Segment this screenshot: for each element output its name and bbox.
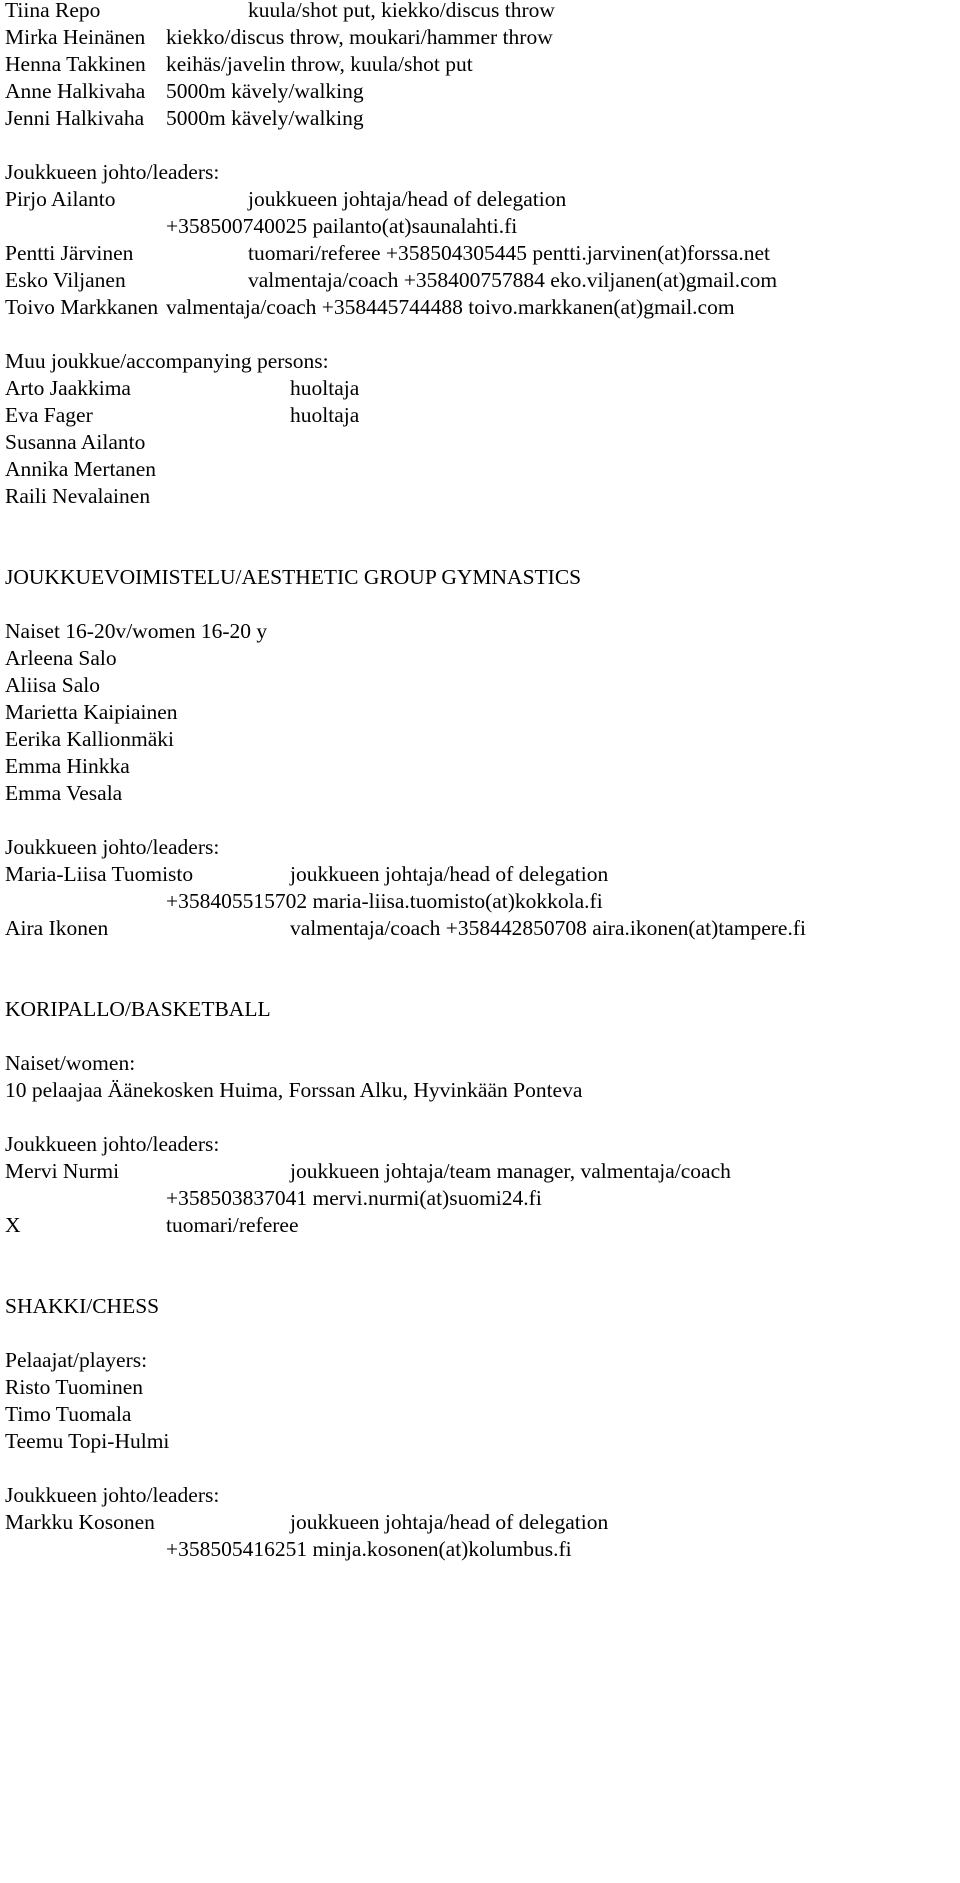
leaders-heading: Joukkueen johto/leaders:: [5, 1132, 220, 1156]
player-name: Timo Tuomala: [5, 1402, 132, 1426]
accompanying-name: Susanna Ailanto: [5, 430, 146, 454]
category-label: Naiset/women:: [5, 1051, 136, 1075]
accompanying-role: huoltaja: [290, 403, 360, 427]
section-heading-basketball: KORIPALLO/BASKETBALL: [5, 997, 271, 1021]
athlete-events: kiekko/discus throw, moukari/hammer throw: [166, 25, 553, 49]
leader-role: joukkueen johtaja/head of delegation: [248, 187, 567, 211]
accompanying-heading: Muu joukkue/accompanying persons:: [5, 349, 329, 373]
athlete-name: Mirka Heinänen: [5, 25, 146, 49]
players-heading: Pelaajat/players:: [5, 1348, 148, 1372]
leaders-heading: Joukkueen johto/leaders:: [5, 160, 220, 184]
leader-contact: +358405515702 maria-liisa.tuomisto(at)kokkola.fi: [166, 889, 603, 913]
leader-contact: +358505416251 minja.kosonen(at)kolumbus.fi: [166, 1537, 572, 1561]
athlete-events: 5000m kävely/walking: [166, 106, 364, 130]
accompanying-name: Eva Fager: [5, 403, 93, 427]
athlete-name: Marietta Kaipiainen: [5, 700, 178, 724]
leader-contact: +358500740025 pailanto(at)saunalahti.fi: [166, 214, 518, 238]
athlete-name: Arleena Salo: [5, 646, 117, 670]
leaders-heading: Joukkueen johto/leaders:: [5, 1483, 220, 1507]
leader-name: Toivo Markkanen: [5, 295, 159, 319]
leader-role: joukkueen johtaja/team manager, valmentaja/coach: [290, 1159, 731, 1183]
athlete-name: Jenni Halkivaha: [5, 106, 145, 130]
leader-name: Pirjo Ailanto: [5, 187, 116, 211]
leader-name: Aira Ikonen: [5, 916, 109, 940]
accompanying-name: Raili Nevalainen: [5, 484, 151, 508]
athlete-events: 5000m kävely/walking: [166, 79, 364, 103]
section-heading-chess: SHAKKI/CHESS: [5, 1294, 160, 1318]
leader-name: Markku Kosonen: [5, 1510, 155, 1534]
section-heading-gymnastics: JOUKKUEVOIMISTELU/AESTHETIC GROUP GYMNASTICS: [5, 565, 582, 589]
accompanying-name: Arto Jaakkima: [5, 376, 131, 400]
leader-role: tuomari/referee: [166, 1213, 299, 1237]
players-summary: 10 pelaajaa Äänekosken Huima, Forssan Alku, Hyvinkään Ponteva: [5, 1078, 583, 1102]
leader-role: valmentaja/coach +358445744488 toivo.markkanen(at)gmail.com: [166, 295, 735, 319]
leaders-heading: Joukkueen johto/leaders:: [5, 835, 220, 859]
leader-contact: +358503837041 mervi.nurmi(at)suomi24.fi: [166, 1186, 542, 1210]
accompanying-role: huoltaja: [290, 376, 360, 400]
player-name: Teemu Topi-Hulmi: [5, 1429, 170, 1453]
leader-role: joukkueen johtaja/head of delegation: [290, 1510, 609, 1534]
leader-name: Maria-Liisa Tuomisto: [5, 862, 194, 886]
category-label: Naiset 16-20v/women 16-20 y: [5, 619, 268, 643]
athlete-events: kuula/shot put, kiekko/discus throw: [248, 0, 555, 22]
athlete-name: Aliisa Salo: [5, 673, 100, 697]
athlete-name: Emma Vesala: [5, 781, 123, 805]
athlete-name: Emma Hinkka: [5, 754, 130, 778]
accompanying-name: Annika Mertanen: [5, 457, 157, 481]
player-name: Risto Tuominen: [5, 1375, 144, 1399]
leader-name: X: [5, 1213, 21, 1237]
leader-name: Mervi Nurmi: [5, 1159, 120, 1183]
athlete-events: keihäs/javelin throw, kuula/shot put: [166, 52, 473, 76]
athlete-name: Tiina Repo: [5, 0, 101, 22]
leader-name: Esko Viljanen: [5, 268, 126, 292]
athlete-name: Henna Takkinen: [5, 52, 146, 76]
leader-role: tuomari/referee +358504305445 pentti.jarvinen(at)forssa.net: [248, 241, 770, 265]
athlete-name: Eerika Kallionmäki: [5, 727, 174, 751]
leader-role: valmentaja/coach +358442850708 aira.ikonen(at)tampere.fi: [290, 916, 806, 940]
leader-name: Pentti Järvinen: [5, 241, 134, 265]
athlete-name: Anne Halkivaha: [5, 79, 146, 103]
leader-role: joukkueen johtaja/head of delegation: [290, 862, 609, 886]
leader-role: valmentaja/coach +358400757884 eko.viljanen(at)gmail.com: [248, 268, 778, 292]
